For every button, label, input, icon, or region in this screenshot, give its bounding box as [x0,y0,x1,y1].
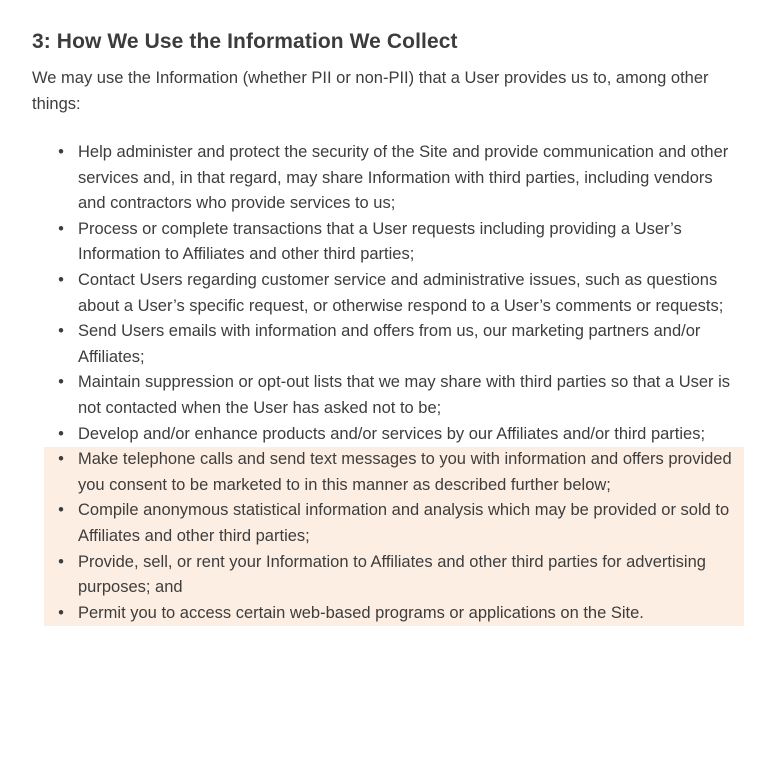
list-item [32,370,744,421]
list-item-text: Make telephone calls and send text messages to you with information and offers provided you consent to be marketed to in this manner as described further below; [78,450,732,494]
bullet-icon: • [58,603,64,622]
section-intro: We may use the Information (whether PII or non-PII) that a User provides us to, among other things: [32,69,709,113]
list-item-text: Provide, sell, or rent your Information to Affiliates and other third parties for advertising purposes; and [78,552,706,597]
highlighted-list-item [44,447,744,498]
list-item-text: Compile anonymous statistical information and analysis which may be provided or sold to Affiliates and other third parties; [78,501,730,545]
list-item-text: Help administer and protect the security of the Site and provide communication and other services and, in that regard, may share Information with third parties, including vendors and contractors who provide services to us; [78,143,729,213]
highlighted-list-item [44,550,744,601]
list-item [32,217,744,268]
list-item-text: Contact Users regarding customer service and administrative issues, such as questions about a User’s specific request, or otherwise respond to a User’s comments or requests; [78,270,724,315]
highlighted-list-item [44,601,744,627]
usage-list [32,140,744,447]
highlighted-list-item [44,498,744,549]
highlighted-usage-list [44,447,744,626]
list-item [32,422,744,448]
list-item-text: Permit you to access certain web-based programs or applications on the Site. [78,603,644,622]
bullet-icon: • [58,373,64,392]
bullet-icon: • [58,424,64,443]
bullet-icon: • [58,450,64,469]
bullet-icon: • [58,552,64,571]
bullet-icon: • [58,322,64,341]
list-item-text: Maintain suppression or opt-out lists that we may share with third parties so that a User is not contacted when the User has asked not to be; [78,373,731,417]
section-heading: 3: How We Use the Information We Collect [32,30,458,53]
policy-section [32,28,744,626]
list-item-text: Process or complete transactions that a User requests including providing a User’s Information to Affiliates and other third parties; [78,219,682,264]
bullet-icon: • [58,219,64,238]
bullet-icon: • [58,270,64,289]
bullet-icon: • [58,501,64,520]
list-item-text: Develop and/or enhance products and/or services by our Affiliates and/or third parties; [78,424,706,443]
bullet-icon: • [58,143,64,161]
list-item [32,140,744,217]
list-item [32,319,744,370]
list-item [32,268,744,319]
list-item-text: Send Users emails with information and offers from us, our marketing partners and/or Affiliates; [78,322,701,366]
